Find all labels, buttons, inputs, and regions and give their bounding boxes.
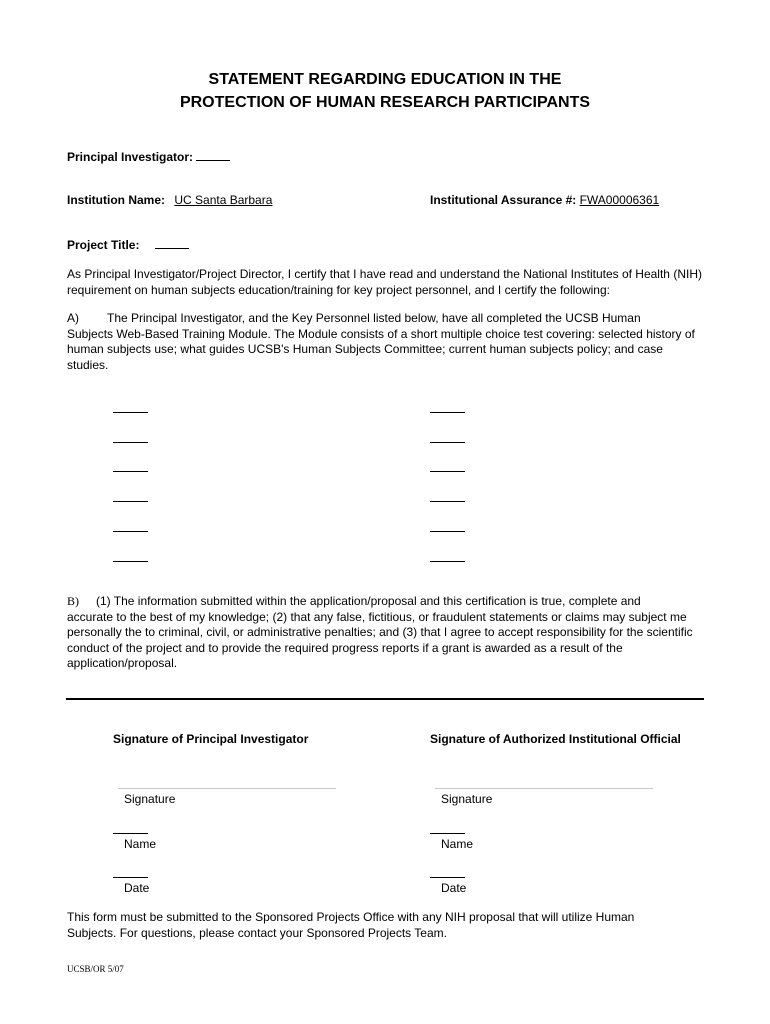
section-divider [66,698,704,700]
personnel-line-left-2[interactable] [113,442,148,443]
official-signature-label: Signature [441,792,493,806]
pi-signature-label: Signature [124,792,176,806]
section-a-marker: A) [67,311,79,325]
assurance-field [430,193,659,208]
personnel-line-left-5[interactable] [113,531,148,532]
section-b-body: accurate to the best of my knowledge; (2) that any false, fictitious, or fraudulent statements or claims may subject me personally the to criminal, civil, or administrative penalties; and (3) that I agree to accept responsibility for the scientific conduct of the project and to provide the required progress reports if a grant is awarded as a result of the application/proposal. [67,609,693,670]
personnel-line-left-4[interactable] [113,501,148,502]
pi-date-label: Date [124,881,150,895]
section-a-line1: The Principal Investigator, and the Key Personnel listed below, have all completed the UCSB Human [107,311,641,325]
pi-field [67,149,230,164]
institution-label: Institution Name: [67,193,165,207]
official-signature-heading: Signature of Authorized Institutional Official [430,732,681,746]
personnel-line-left-6[interactable] [113,561,148,562]
section-b-line1: (1) The information submitted within the application/proposal and this certification is true, complete and [96,594,641,608]
pi-blank[interactable] [196,149,230,161]
personnel-line-right-5[interactable] [430,531,465,532]
pi-name-label: Name [124,837,157,851]
personnel-line-left-3[interactable] [113,471,148,472]
assurance-label: Institutional Assurance #: [430,193,577,207]
personnel-line-left-1[interactable] [113,412,148,413]
institution-field [67,193,272,208]
institution-value: UC Santa Barbara [174,193,273,207]
pi-signature-heading: Signature of Principal Investigator [113,732,309,746]
official-date-label: Date [441,881,467,895]
section-b [67,594,707,672]
project-title-field [67,237,189,252]
official-name-label: Name [441,837,474,851]
personnel-line-right-6[interactable] [430,561,465,562]
form-title-line-2: PROTECTION OF HUMAN RESEARCH PARTICIPANTS [179,94,591,111]
personnel-line-right-4[interactable] [430,501,465,502]
pi-name-line[interactable] [113,833,148,834]
personnel-line-right-1[interactable] [430,412,465,413]
official-name-line[interactable] [430,833,465,834]
section-a [67,311,707,373]
assurance-value: FWA00006361 [579,193,660,207]
certification-intro: As Principal Investigator/Project Director, I certify that I have read and understand the National Institutes of Health (NIH) requirement on human subjects education/training for key project personnel, and I certify the following: [67,267,702,297]
pi-date-line[interactable] [113,877,148,878]
section-b-marker: B) [67,594,79,608]
submission-note: This form must be submitted to the Sponsored Projects Office with any NIH proposal that will utilize Human Subjects. For questions, please contact your Sponsored Projects Team. [67,910,635,940]
pi-signature-line[interactable] [118,788,336,789]
form-version-footer: UCSB/OR 5/07 [67,964,124,974]
official-signature-line[interactable] [435,788,653,789]
form-title-line-1: STATEMENT REGARDING EDUCATION IN THE [208,71,562,88]
project-title-label: Project Title: [67,238,140,252]
official-date-line[interactable] [430,877,465,878]
section-a-body: Subjects Web-Based Training Module. The Module consists of a short multiple choice test covering: selected history of human subjects use; what guides UCSB's Human Subjects Committee; current human subjects policy; and case studies. [67,326,695,372]
personnel-line-right-3[interactable] [430,471,465,472]
project-title-blank[interactable] [155,237,189,249]
pi-label: Principal Investigator: [67,150,194,164]
personnel-line-right-2[interactable] [430,442,465,443]
